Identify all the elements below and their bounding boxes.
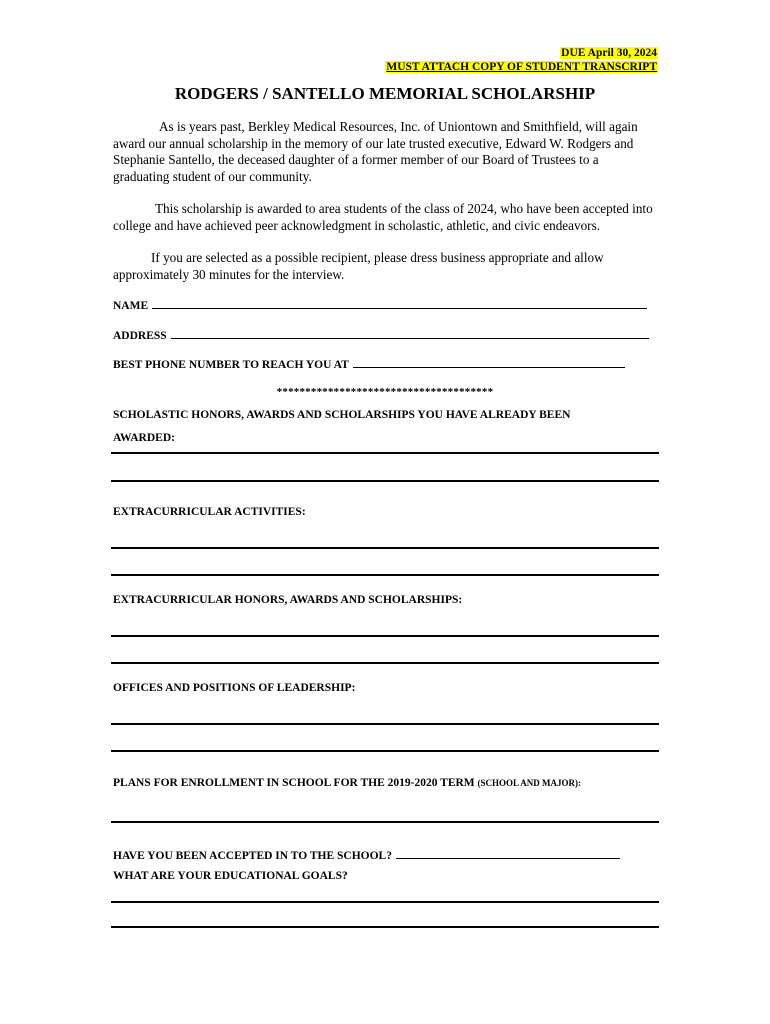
phone-label: BEST PHONE NUMBER TO REACH YOU AT	[113, 359, 349, 371]
enrollment-plans-label	[113, 772, 581, 794]
phone-input-line[interactable]	[353, 356, 625, 368]
scholastic-honors-label-line2: AWARDED:	[113, 432, 175, 444]
page-title: RODGERS / SANTELLO MEMORIAL SCHOLARSHIP	[174, 84, 596, 103]
scholastic-honors-label-line1: SCHOLASTIC HONORS, AWARDS AND SCHOLARSHIPS YOU HAVE ALREADY BEEN	[113, 409, 571, 421]
educational-goals-label: WHAT ARE YOUR EDUCATIONAL GOALS?	[113, 870, 348, 882]
due-date: DUE April 30, 2024	[561, 47, 657, 59]
address-input-line[interactable]	[171, 327, 649, 339]
extracurricular-honors-label: EXTRACURRICULAR HONORS, AWARDS AND SCHOLARSHIPS:	[113, 594, 463, 606]
due-notice	[385, 46, 658, 74]
separator: **************************************	[276, 386, 494, 398]
name-field	[113, 297, 647, 312]
address-label: ADDRESS	[113, 330, 167, 342]
interview-paragraph: If you are selected as a possible recipient, please dress business appropriate and allow approximately 30 minutes for the interview.	[113, 250, 604, 282]
name-input-line[interactable]	[152, 297, 647, 309]
enrollment-plans-answer-line[interactable]	[111, 821, 659, 823]
intro-paragraph: As is years past, Berkley Medical Resources, Inc. of Uniontown and Smithfield, will again award our annual scholarship in the memory of our late trusted executive, Edward W. Rodgers and Stephanie Santello, the deceased daughter of a former member of our Board of Trustees to a graduating student of our community.	[113, 119, 638, 184]
extracurricular-honors-answer-line-2[interactable]	[111, 662, 659, 664]
educational-goals-answer-line-2[interactable]	[111, 926, 659, 928]
educational-goals-answer-line-1[interactable]	[111, 901, 659, 903]
accepted-label: HAVE YOU BEEN ACCEPTED IN TO THE SCHOOL?	[113, 850, 392, 862]
enrollment-plans-note: (SCHOOL AND MAJOR):	[477, 778, 582, 788]
name-label: NAME	[113, 300, 149, 312]
extracurricular-answer-line-2[interactable]	[111, 574, 659, 576]
transcript-requirement: MUST ATTACH COPY OF STUDENT TRANSCRIPT	[386, 61, 657, 73]
leadership-answer-line-1[interactable]	[111, 723, 659, 725]
extracurricular-activities-label: EXTRACURRICULAR ACTIVITIES:	[113, 506, 306, 518]
leadership-answer-line-2[interactable]	[111, 750, 659, 752]
address-field	[113, 327, 649, 342]
accepted-field	[113, 847, 620, 862]
accepted-input-line[interactable]	[396, 847, 620, 859]
scholastic-honors-answer-line-2[interactable]	[111, 480, 659, 482]
scholastic-honors-answer-line-1[interactable]	[111, 452, 659, 454]
leadership-label: OFFICES AND POSITIONS OF LEADERSHIP:	[113, 682, 356, 694]
enrollment-plans-text: PLANS FOR ENROLLMENT IN SCHOOL FOR THE 2019-2020 TERM	[113, 777, 475, 789]
phone-field	[113, 356, 625, 371]
extracurricular-answer-line-1[interactable]	[111, 547, 659, 549]
eligibility-paragraph: This scholarship is awarded to area students of the class of 2024, who have been accepted into college and have achieved peer acknowledgment in scholastic, athletic, and civic endeavors.	[113, 201, 653, 233]
extracurricular-honors-answer-line-1[interactable]	[111, 635, 659, 637]
